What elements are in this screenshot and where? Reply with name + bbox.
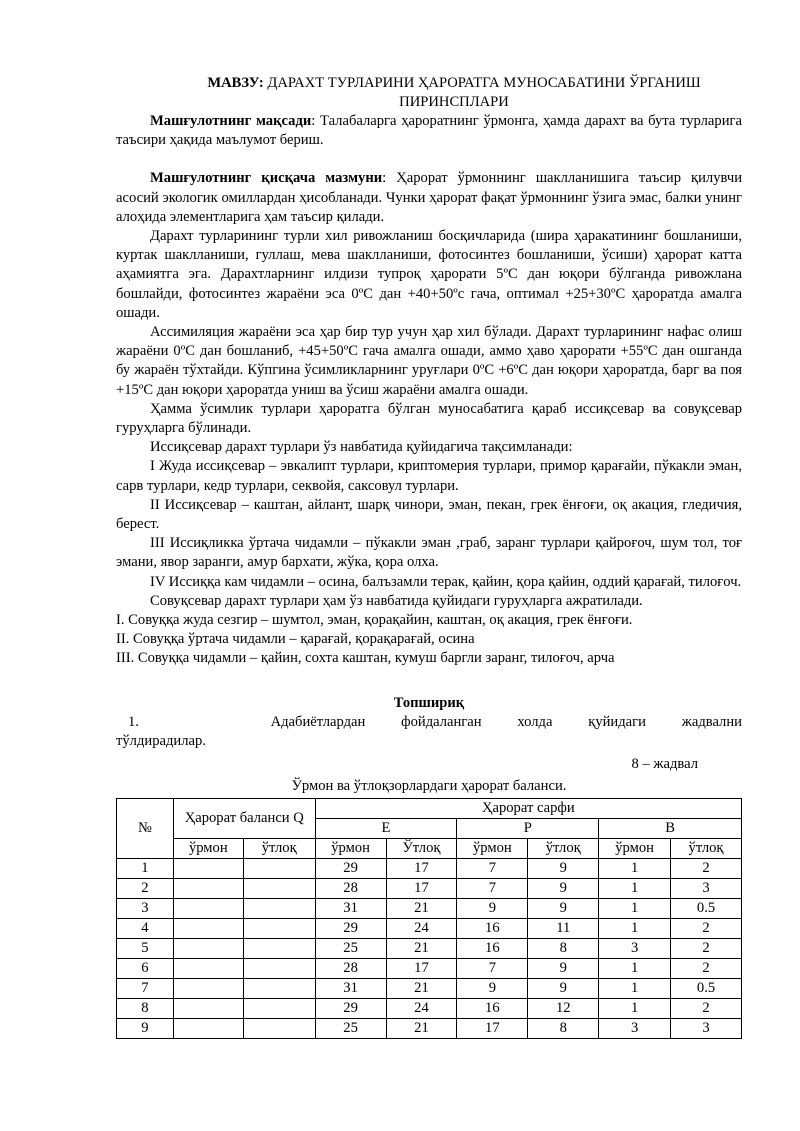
table-cell: 7	[457, 958, 528, 978]
table-cell: 2	[671, 938, 742, 958]
table-row	[117, 998, 742, 1018]
task-word: фойдаланган	[401, 713, 482, 730]
table-cell	[173, 878, 243, 898]
table-row	[117, 938, 742, 958]
table-cell: 7	[117, 978, 174, 998]
table-cell: 8	[117, 998, 174, 1018]
subheader: Ўтлоқ	[386, 838, 457, 858]
table-cell: 9	[528, 958, 599, 978]
table-cell: 17	[386, 878, 457, 898]
table-cell	[173, 998, 243, 1018]
table-row	[117, 918, 742, 938]
table-cell	[243, 958, 315, 978]
table-cell: 3	[599, 1018, 671, 1038]
table-cell: 21	[386, 938, 457, 958]
page-title	[116, 74, 742, 112]
body-paragraph: Ассимиляция жараёни эса ҳар бир тур учун ҳар хил бўлади. Дарахт турларининг нафас олиш жараёни 0ºС дан бошланиб, +45+50ºС гача амалга ошади, аммо ҳаво ҳарорати +55ºС дан ошганда бу жараён тўхтайди. Кўпгина ўсимликларнинг уруғлари 0ºС +6ºС дан юқори ҳароратда, барг ва поя +15ºС дан юқори ҳароратда униш ва ўсиш жараёни амалга ошади.	[116, 324, 742, 398]
task-word: жадвални	[681, 713, 742, 730]
list-item: III. Совуққа чидамли – қайин, сохта каштан, кумуш баргли заранг, тилоғоч, арча	[116, 650, 615, 667]
table-cell: 2	[671, 918, 742, 938]
task-title: Топшириқ	[393, 694, 465, 711]
table-cell: 9	[117, 1018, 174, 1038]
table-cell	[243, 938, 315, 958]
task-word: холда	[517, 713, 553, 730]
table-cell: 1	[599, 958, 671, 978]
table-cell: 21	[386, 1018, 457, 1038]
table-cell: 24	[386, 918, 457, 938]
table-cell: 6	[117, 958, 174, 978]
table-cell: 2	[671, 958, 742, 978]
table-cell	[173, 978, 243, 998]
table-cell: 29	[315, 918, 386, 938]
table-row	[117, 878, 742, 898]
subheader: ўрмон	[315, 838, 386, 858]
title-label: МАВЗУ:	[207, 75, 264, 91]
table-cell: 1	[599, 918, 671, 938]
title-text: ДАРАХТ ТУРЛАРИНИ ҲАРОРАТГА МУНОСАБАТИНИ ЎРГАНИШ ПИРИНСПЛАРИ	[263, 75, 701, 110]
header-b: B	[599, 818, 742, 838]
table-cell: 29	[315, 998, 386, 1018]
table-cell	[243, 898, 315, 918]
header-num: №	[117, 798, 174, 858]
table-cell: 2	[671, 998, 742, 1018]
table-cell: 8	[528, 1018, 599, 1038]
table-cell	[243, 858, 315, 878]
table-cell: 28	[315, 878, 386, 898]
table-cell: 7	[457, 878, 528, 898]
table-cell: 9	[457, 898, 528, 918]
task-line-end: тўлдирадилар.	[116, 733, 206, 750]
body-paragraph: Совуқсевар дарахт турлари ҳам ўз навбатида қуйидаги гуруҳларга ажратилади.	[150, 592, 643, 609]
table-row	[117, 858, 742, 878]
list-item: I. Совуққа жуда сезгир – шумтол, эман, қорақайин, каштан, оқ акация, грек ёнғоғи.	[116, 612, 633, 629]
table-number: 8 – жадвал	[631, 756, 698, 773]
table-cell: 7	[457, 858, 528, 878]
task-number: 1.	[128, 713, 139, 730]
table-cell: 25	[315, 1018, 386, 1038]
table-cell: 1	[599, 878, 671, 898]
table-body	[117, 858, 742, 1038]
table-cell	[173, 938, 243, 958]
table-cell: 9	[528, 878, 599, 898]
table-row	[117, 1018, 742, 1038]
subheader: ўрмон	[457, 838, 528, 858]
content-paragraph	[116, 169, 742, 227]
table-cell: 16	[457, 918, 528, 938]
table-cell: 1	[599, 858, 671, 878]
header-e: E	[315, 818, 457, 838]
header-cost: Ҳарорат сарфи	[315, 798, 741, 818]
table-cell: 3	[671, 1018, 742, 1038]
table-cell	[243, 998, 315, 1018]
body-paragraph: III Иссиқликка ўртача чидамли – пўкакли эман ,граб, заранг турлари қайроғоч, шум тол, тоғ эмани, явор заранги, амур бархати, жўка, қора олха.	[116, 535, 742, 571]
table-cell	[243, 918, 315, 938]
table-cell: 0.5	[671, 898, 742, 918]
table-cell	[173, 1018, 243, 1038]
table-cell: 31	[315, 978, 386, 998]
subheader: ўтлоқ	[528, 838, 599, 858]
body-paragraph: II Иссиқсевар – каштан, айлант, шарқ чинори, эман, пекан, грек ёнғоғи, оқ акация, гледичия, берест.	[116, 496, 742, 533]
header-p: P	[457, 818, 599, 838]
table-row	[117, 978, 742, 998]
table-cell	[173, 958, 243, 978]
table-cell: 1	[599, 998, 671, 1018]
list-item: II. Совуққа ўртача чидамли – қарағай, қорақарағай, осина	[116, 631, 475, 648]
goal-label: Машғулотнинг мақсади	[150, 113, 312, 129]
table-cell: 12	[528, 998, 599, 1018]
table-cell: 24	[386, 998, 457, 1018]
table-cell: 0.5	[671, 978, 742, 998]
table-cell: 17	[457, 1018, 528, 1038]
body-paragraph: Иссиқсевар дарахт турлари ўз навбатида қуйидагича тақсимланади:	[150, 439, 573, 456]
body-paragraph: Ҳамма ўсимлик турлари ҳароратга бўлган муносабатига қараб иссиқсевар ва совуқсевар гуруҳларга бўлинади.	[116, 400, 742, 437]
table-cell: 9	[528, 978, 599, 998]
task-line	[116, 713, 742, 732]
table-cell: 31	[315, 898, 386, 918]
table-cell: 17	[386, 958, 457, 978]
table-cell: 2	[117, 878, 174, 898]
task-word: қуйидаги	[588, 713, 646, 730]
table-cell: 28	[315, 958, 386, 978]
table-cell: 3	[117, 898, 174, 918]
table-cell: 1	[117, 858, 174, 878]
body-paragraph: IV Иссиққа кам чидамли – осина, балъзамли терак, қайин, қора қайин, оддий қарағай, тилоғоч.	[150, 573, 742, 590]
table-cell: 2	[671, 858, 742, 878]
table-cell: 9	[528, 858, 599, 878]
table-cell	[173, 918, 243, 938]
table-cell	[243, 1018, 315, 1038]
content-text: : Ҳарорат ўрмоннинг шаклланишига таъсир қилувчи асосий экологик омиллардан ҳисобланади. Чунки ҳарорат фақат ўрмоннинг ўзига эмас, балки унинг алоҳида элементларига ҳам таъсир қилади.	[116, 170, 742, 225]
task-word: Адабиётлардан	[270, 713, 366, 730]
goal-text: : Талабаларга ҳароратнинг ўрмонга, ҳамда дарахт ва бута турларига таъсири ҳақида маълумот бериш.	[116, 113, 742, 149]
table-cell: 9	[457, 978, 528, 998]
cold-list	[116, 611, 742, 669]
table-cell: 3	[599, 938, 671, 958]
table-cell: 3	[671, 878, 742, 898]
table-cell: 8	[528, 938, 599, 958]
table-cell	[173, 858, 243, 878]
table-row	[117, 898, 742, 918]
goal-paragraph	[116, 112, 742, 150]
table-cell: 16	[457, 938, 528, 958]
table-cell: 1	[599, 978, 671, 998]
subheader: ўрмон	[599, 838, 671, 858]
table-cell: 17	[386, 858, 457, 878]
table-caption: Ўрмон ва ўтлоқзорлардаги ҳарорат баланси.	[291, 777, 567, 794]
table-cell: 4	[117, 918, 174, 938]
header-balance: Ҳарорат баланси Q	[173, 798, 315, 838]
table-cell: 25	[315, 938, 386, 958]
body-paragraph: I Жуда иссиқсевар – эвкалипт турлари, криптомерия турлари, примор қарағайи, пўкакли эман, сарв турлари, кедр турлари, секвойя, саксовул турлари.	[116, 458, 742, 494]
table-cell	[173, 898, 243, 918]
subheader: ўтлоқ	[671, 838, 742, 858]
table-cell: 16	[457, 998, 528, 1018]
table-cell	[243, 978, 315, 998]
table-cell: 1	[599, 898, 671, 918]
table-row	[117, 958, 742, 978]
heat-balance-table	[116, 798, 742, 1039]
subheader: ўрмон	[173, 838, 243, 858]
document-page	[116, 74, 742, 1039]
table-cell: 11	[528, 918, 599, 938]
table-cell: 5	[117, 938, 174, 958]
table-cell	[243, 878, 315, 898]
body-paragraph: Дарахт турларининг турли хил ривожланиш босқичларида (шира ҳаракатининг бошланиши, куртак шаклланиши, гуллаш, мева шаклланиши, фотосинтез бошланиши, ўсиши) ҳарорат катта аҳамиятга эга. Дарахтларнинг илдизи тупроқ ҳарорати 5ºС дан юқори бўлганда ривожлана бошлайди, фотосинтез жараёни эса 0ºС дан +40+50ºс гача, оптимал +25+30ºС ҳароратда амалга ошади.	[116, 228, 742, 321]
table-cell: 21	[386, 898, 457, 918]
table-cell: 29	[315, 858, 386, 878]
table-cell: 9	[528, 898, 599, 918]
content-label: Машғулотнинг қисқача мазмуни	[150, 170, 383, 187]
subheader: ўтлоқ	[243, 838, 315, 858]
table-cell: 21	[386, 978, 457, 998]
